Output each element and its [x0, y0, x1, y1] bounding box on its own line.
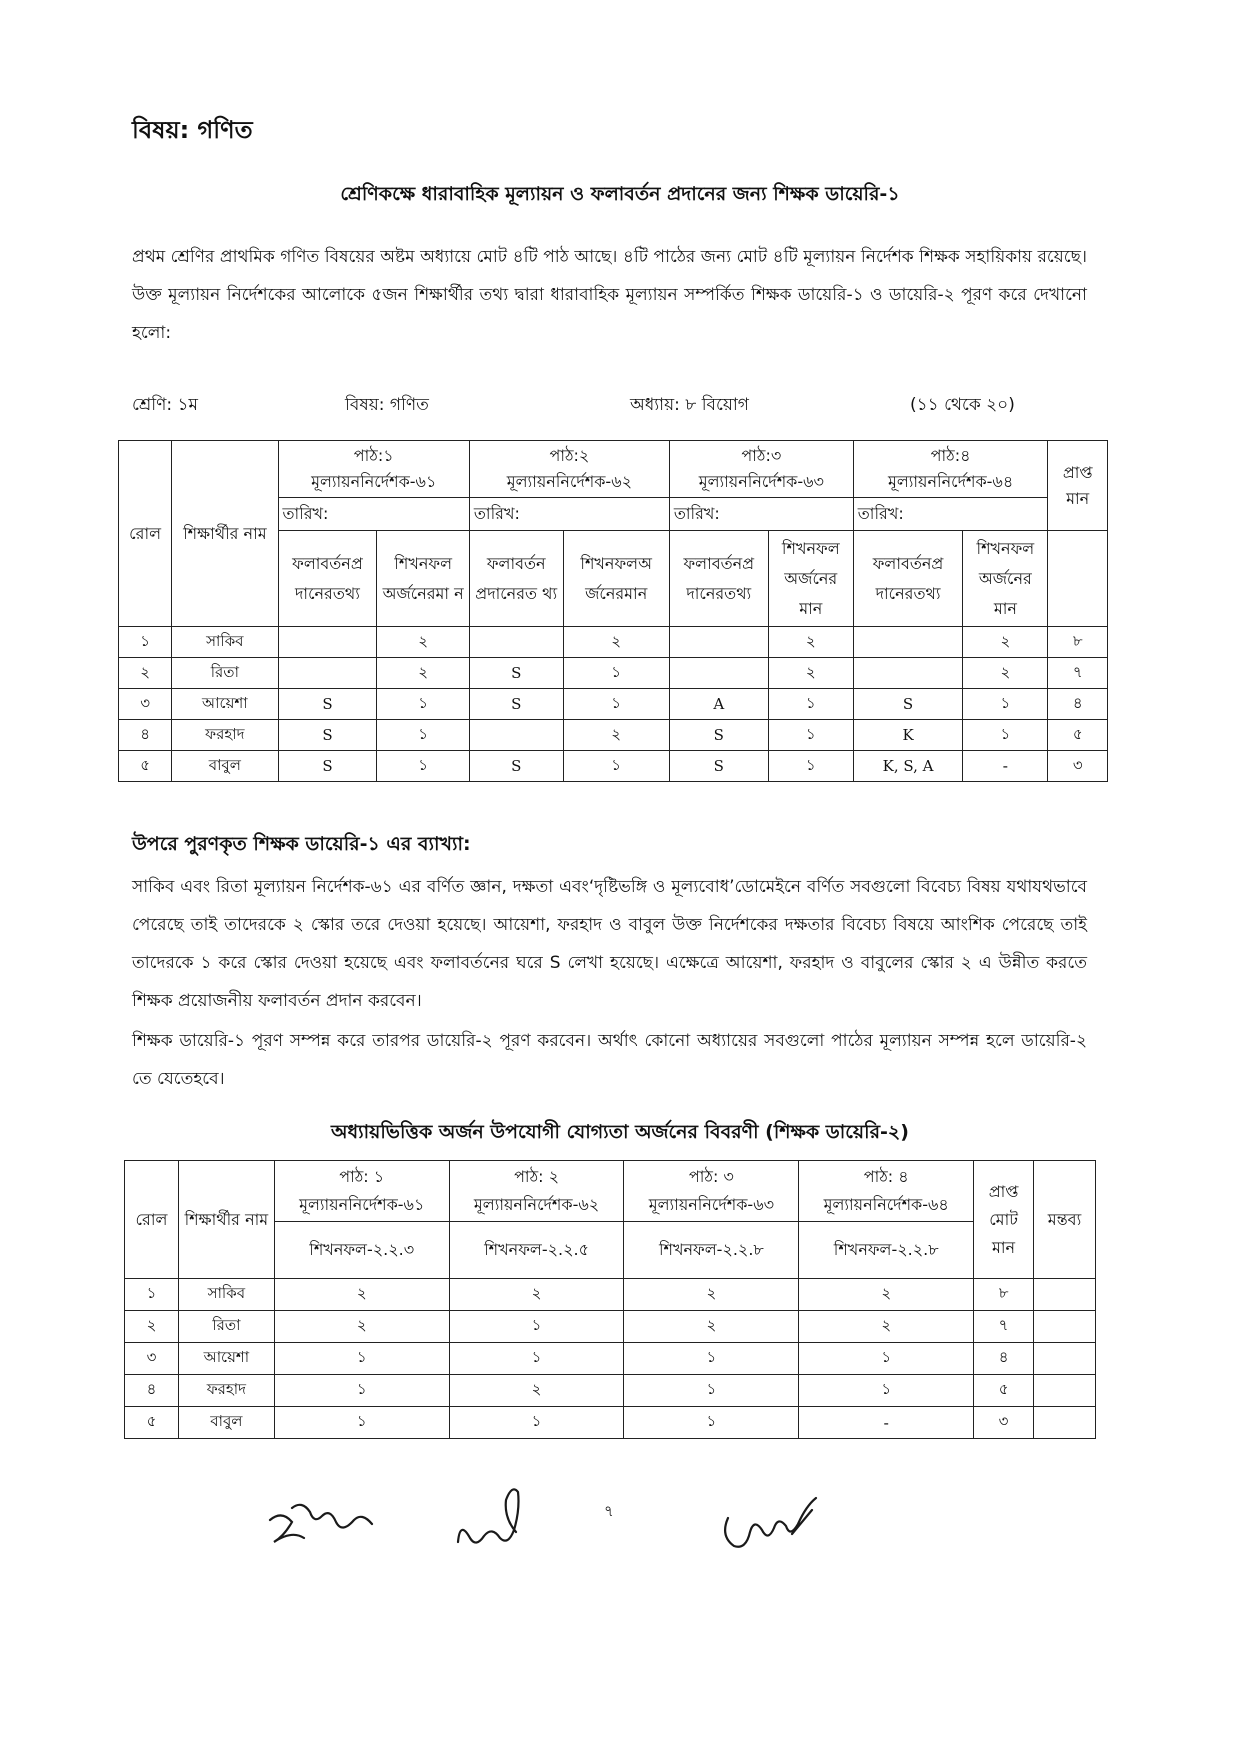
roll-cell: ২	[125, 1311, 179, 1343]
diary1-row	[119, 751, 1108, 782]
roll-cell: ২	[119, 658, 172, 689]
score-cell: ২	[563, 627, 669, 658]
diary2-row	[125, 1279, 1096, 1311]
diary2-row	[125, 1407, 1096, 1439]
score-cell: ১	[274, 1375, 449, 1407]
name-header: শিক্ষার্থীর নাম	[178, 1161, 274, 1279]
lesson-1-indicator: মূল্যায়ননির্দেশক-৬১	[299, 1195, 425, 1214]
score-cell: ১	[449, 1343, 624, 1375]
feedback-cell	[669, 627, 768, 658]
signature-1	[262, 1490, 382, 1560]
feedback-cell: S	[853, 689, 963, 720]
feedback-cell	[853, 658, 963, 689]
lesson-2-indicator: মূল্যায়ননির্দেশক-৬২	[506, 472, 633, 491]
score-cell: ২	[799, 1279, 974, 1311]
roll-cell: ৪	[119, 720, 172, 751]
feedback-cell: A	[669, 689, 768, 720]
lesson-3-score-header: শিখনফল অর্জনের মান	[768, 531, 853, 627]
range-label: (১১ থেকে ২০)	[910, 395, 1015, 415]
signature-area	[0, 1480, 1240, 1570]
feedback-cell	[853, 627, 963, 658]
score-cell: ২	[377, 627, 470, 658]
chapter-label: অধ্যায়: ৮ বিয়োগ	[630, 395, 749, 415]
lesson-1-title: পাঠ:১	[353, 446, 394, 465]
diary2-row	[125, 1311, 1096, 1343]
total-cell: ৭	[1048, 658, 1108, 689]
score-cell: ২	[624, 1311, 799, 1343]
diary2-row	[125, 1343, 1096, 1375]
score-cell: ২	[449, 1279, 624, 1311]
score-cell: ১	[449, 1407, 624, 1439]
score-cell: ১	[768, 720, 853, 751]
roll-cell: ৩	[119, 689, 172, 720]
roll-cell: ১	[119, 627, 172, 658]
feedback-cell: S	[278, 689, 377, 720]
score-cell: ১	[449, 1311, 624, 1343]
lesson-4-indicator: মূল্যায়ননির্দেশক-৬৪	[887, 472, 1014, 491]
feedback-cell: S	[469, 751, 563, 782]
feedback-cell	[278, 658, 377, 689]
score-cell: ১	[768, 751, 853, 782]
roll-cell: ৪	[125, 1375, 179, 1407]
remark-cell	[1034, 1279, 1096, 1311]
lesson-2-score-header: শিখনফলঅ র্জনেরমান	[563, 531, 669, 627]
lesson-4-title: পাঠ:৪	[930, 446, 971, 465]
score-cell: ১	[377, 689, 470, 720]
total-cell: ৪	[1048, 689, 1108, 720]
diary2-lesson-header-row	[125, 1161, 1096, 1222]
feedback-cell: S	[278, 751, 377, 782]
lesson-3-indicator: মূল্যায়ননির্দেশক-৬৩	[698, 472, 824, 491]
feedback-cell: S	[469, 689, 563, 720]
lesson-1-score-header: শিখনফল অর্জনেরমা ন	[377, 531, 470, 627]
diary2-title: অধ্যায়ভিত্তিক অর্জন উপযোগী যোগ্যতা অর্জনের বিবরণী (শিক্ষক ডায়েরি-২)	[331, 1121, 909, 1143]
lesson-4-outcome: শিখনফল-২.২.৮	[799, 1222, 974, 1279]
score-cell: -	[963, 751, 1048, 782]
score-cell: ২	[963, 658, 1048, 689]
lesson-1-header	[278, 441, 469, 498]
explanation-paragraph-2: শিক্ষক ডায়েরি-১ পূরণ সম্পন্ন করে তারপর ডায়েরি-২ পূরণ করবেন। অর্থাৎ কোনো অধ্যায়ের সবগুলো পাঠের মূল্যায়ন সম্পন্ন হলে ডায়েরি-২ তে যেতেহবে।	[132, 1031, 1087, 1089]
lesson-1-title: পাঠ: ১	[339, 1167, 385, 1186]
roll-cell: ৫	[125, 1407, 179, 1439]
total-cell: ৫	[1048, 720, 1108, 751]
score-cell: ১	[563, 689, 669, 720]
score-cell: ১	[624, 1407, 799, 1439]
score-cell: ১	[799, 1343, 974, 1375]
score-cell: -	[799, 1407, 974, 1439]
intro-paragraph: প্রথম শ্রেণির প্রাথমিক গণিত বিষয়ের অষ্টম অধ্যায়ে মোট ৪টি পাঠ আছে। ৪টি পাঠের জন্য মোট ৪টি মূল্যায়ন নির্দেশক শিক্ষক সহায়িকায় রয়েছে। উক্ত মূল্যায়ন নির্দেশকের আলোকে ৫জন শিক্ষার্থীর তথ্য দ্বারা ধারাবাহিক মূল্যায়ন সম্পর্কিত শিক্ষক ডায়েরি-১ ও ডায়েরি-২ পূরণ করে দেখানো হলো:	[132, 247, 1087, 343]
lesson-2-date: তারিখ:	[469, 498, 669, 531]
total-cell: ৩	[974, 1407, 1034, 1439]
subject-label: বিষয়: গণিত	[345, 395, 429, 415]
name-cell: বাবুল	[172, 751, 278, 782]
name-cell: রিতা	[178, 1311, 274, 1343]
score-cell: ২	[963, 627, 1048, 658]
lesson-1-feedback-header: ফলাবর্তনপ্র দানেরতথ্য	[278, 531, 377, 627]
feedback-cell: K	[853, 720, 963, 751]
page-number: ৭	[604, 1502, 614, 1520]
total-cell: ৭	[974, 1311, 1034, 1343]
diary1-row	[119, 689, 1108, 720]
diary1-row	[119, 658, 1108, 689]
class-label: শ্রেণি: ১ম	[132, 395, 199, 415]
feedback-cell: S	[278, 720, 377, 751]
lesson-3-header	[669, 441, 853, 498]
feedback-cell: K, S, A	[853, 751, 963, 782]
score-cell: ১	[768, 689, 853, 720]
score-cell: ১	[377, 751, 470, 782]
diary1-title: শ্রেণিকক্ষে ধারাবাহিক মূল্যায়ন ও ফলাবর্তন প্রদানের জন্য শিক্ষক ডায়েরি-১	[340, 183, 900, 205]
obtained-header: প্রাপ্ত মান	[1048, 441, 1108, 531]
feedback-cell: S	[469, 658, 563, 689]
diary2-row	[125, 1375, 1096, 1407]
diary1-row	[119, 720, 1108, 751]
lesson-2-header	[469, 441, 669, 498]
lesson-4-indicator: মূল্যায়ননির্দেশক-৬৪	[823, 1195, 949, 1214]
lesson-2-header	[449, 1161, 624, 1222]
lesson-3-date: তারিখ:	[669, 498, 853, 531]
diary1-row	[119, 627, 1108, 658]
name-header: শিক্ষার্থীর নাম	[172, 441, 278, 627]
explanation-heading: উপরে পুরণকৃত শিক্ষক ডায়েরি-১ এর ব্যাখ্যা:	[132, 833, 471, 855]
lesson-4-score-header: শিখনফল অর্জনের মান	[963, 531, 1048, 627]
score-cell: ১	[799, 1375, 974, 1407]
roll-header: রোল	[125, 1161, 179, 1279]
obtained-blank	[1048, 531, 1108, 627]
score-cell: ১	[274, 1407, 449, 1439]
feedback-cell	[669, 658, 768, 689]
score-cell: ১	[624, 1343, 799, 1375]
feedback-cell: S	[669, 720, 768, 751]
score-cell: ১	[274, 1343, 449, 1375]
lesson-2-indicator: মূল্যায়ননির্দেশক-৬২	[473, 1195, 600, 1214]
lesson-1-indicator: মূল্যায়ননির্দেশক-৬১	[311, 472, 437, 491]
score-cell: ১	[563, 751, 669, 782]
teacher-diary-1-table	[118, 440, 1108, 782]
roll-cell: ৩	[125, 1343, 179, 1375]
score-cell: ১	[624, 1375, 799, 1407]
roll-cell: ৫	[119, 751, 172, 782]
score-cell: ২	[799, 1311, 974, 1343]
score-cell: ২	[768, 658, 853, 689]
roll-cell: ১	[125, 1279, 179, 1311]
diary1-lesson-header-row	[119, 441, 1108, 498]
lesson-4-date: তারিখ:	[853, 498, 1048, 531]
name-cell: ফরহাদ	[172, 720, 278, 751]
teacher-diary-2-table	[124, 1160, 1096, 1439]
name-cell: আয়েশা	[178, 1343, 274, 1375]
score-cell: ২	[563, 720, 669, 751]
score-cell: ১	[963, 689, 1048, 720]
signature-3	[716, 1488, 826, 1558]
lesson-2-title: পাঠ: ২	[514, 1167, 559, 1186]
feedback-cell	[469, 720, 563, 751]
total-cell: ৩	[1048, 751, 1108, 782]
lesson-2-outcome: শিখনফল-২.২.৫	[449, 1222, 624, 1279]
total-cell: ৫	[974, 1375, 1034, 1407]
name-cell: বাবুল	[178, 1407, 274, 1439]
remark-cell	[1034, 1375, 1096, 1407]
lesson-1-outcome: শিখনফল-২.২.৩	[274, 1222, 449, 1279]
feedback-cell: S	[669, 751, 768, 782]
explanation-paragraph-1: সাকিব এবং রিতা মূল্যায়ন নির্দেশক-৬১ এর বর্ণিত জ্ঞান, দক্ষতা এবং‘দৃষ্টিভঙ্গি ও মূল্যবোধ’ডোমেইনে বর্ণিত সবগুলো বিবেচ্য বিষয় যথাযথভাবে পেরেছে তাই তাদেরকে ২ স্কোর তরে দেওয়া হয়েছে। আয়েশা, ফরহাদ ও বাবুল উক্ত নির্দেশকের দক্ষতার বিবেচ্য বিষয়ে আংশিক পেরেছে তাই তাদেরকে ১ করে স্কোর দেওয়া হয়েছে এবং ফলাবর্তনের ঘরে S লেখা হয়েছে। এক্ষেত্রে আয়েশা, ফরহাদ ও বাবুলের স্কোর ২ এ উন্নীত করতে শিক্ষক প্রয়োজনীয় ফলাবর্তন প্রদান করবেন।	[132, 877, 1087, 1011]
remark-cell	[1034, 1407, 1096, 1439]
score-cell: ২	[274, 1279, 449, 1311]
score-cell: ২	[768, 627, 853, 658]
lesson-3-feedback-header: ফলাবর্তনপ্র দানেরতথ্য	[669, 531, 768, 627]
lesson-1-date: তারিখ:	[278, 498, 469, 531]
lesson-3-title: পাঠ:৩	[741, 446, 782, 465]
lesson-4-title: পাঠ: ৪	[863, 1167, 909, 1186]
remarks-header: মন্তব্য	[1034, 1161, 1096, 1279]
lesson-2-feedback-header: ফলাবর্তন প্রদানেরত থ্য	[469, 531, 563, 627]
score-cell: ১	[563, 658, 669, 689]
score-cell: ২	[624, 1279, 799, 1311]
name-cell: সাকিব	[172, 627, 278, 658]
feedback-cell	[469, 627, 563, 658]
subject-heading: বিষয়: গণিত	[132, 116, 253, 144]
name-cell: রিতা	[172, 658, 278, 689]
total-cell: ৪	[974, 1343, 1034, 1375]
total-cell: ৮	[974, 1279, 1034, 1311]
remark-cell	[1034, 1311, 1096, 1343]
name-cell: ফরহাদ	[178, 1375, 274, 1407]
lesson-1-header	[274, 1161, 449, 1222]
score-cell: ১	[377, 720, 470, 751]
score-cell: ২	[449, 1375, 624, 1407]
score-cell: ১	[963, 720, 1048, 751]
score-cell: ২	[274, 1311, 449, 1343]
feedback-cell	[278, 627, 377, 658]
name-cell: সাকিব	[178, 1279, 274, 1311]
lesson-3-indicator: মূল্যায়ননির্দেশক-৬৩	[648, 1195, 774, 1214]
signature-2	[448, 1480, 538, 1560]
total-cell: ৮	[1048, 627, 1108, 658]
score-cell: ২	[377, 658, 470, 689]
roll-header: রোল	[119, 441, 172, 627]
lesson-4-header	[853, 441, 1048, 498]
lesson-3-header	[624, 1161, 799, 1222]
lesson-2-title: পাঠ:২	[549, 446, 590, 465]
lesson-4-header	[799, 1161, 974, 1222]
name-cell: আয়েশা	[172, 689, 278, 720]
remark-cell	[1034, 1343, 1096, 1375]
lesson-3-title: পাঠ: ৩	[688, 1167, 734, 1186]
total-header: প্রাপ্ত মোট মান	[974, 1161, 1034, 1279]
lesson-4-feedback-header: ফলাবর্তনপ্র দানেরতথ্য	[853, 531, 963, 627]
lesson-3-outcome: শিখনফল-২.২.৮	[624, 1222, 799, 1279]
